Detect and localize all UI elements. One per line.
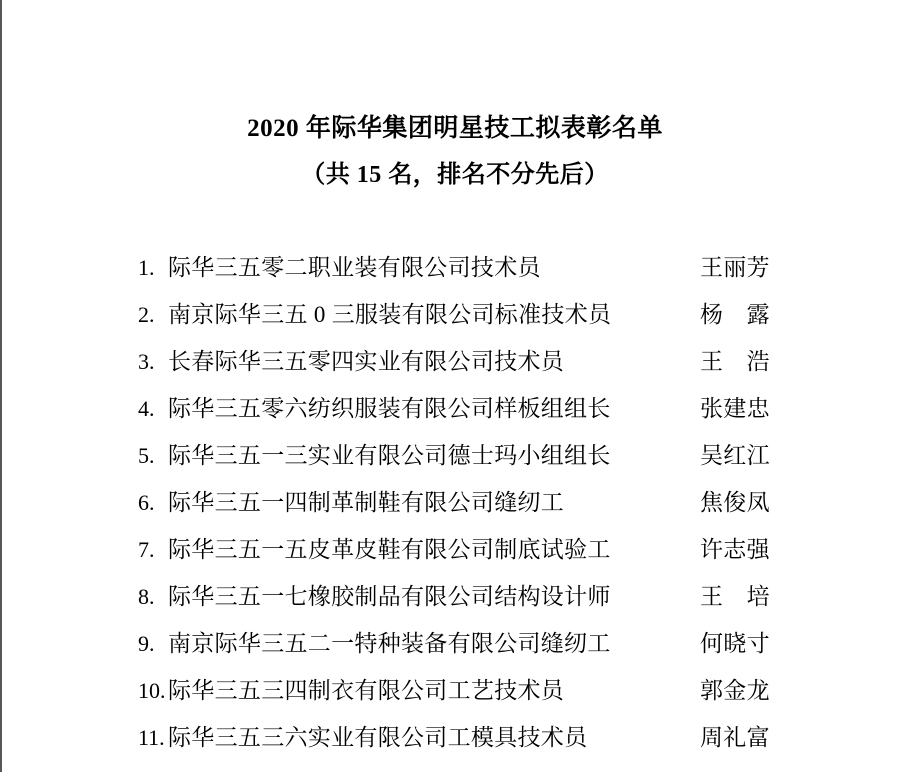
page-title: 2020 年际华集团明星技工拟表彰名单	[247, 115, 663, 142]
list-item-name: 何晓寸	[700, 631, 770, 656]
list-item	[138, 244, 910, 291]
list-item	[138, 714, 910, 761]
list-item-name: 王 浩	[700, 349, 770, 374]
list-item-name: 焦俊凤	[700, 490, 770, 515]
list-item-description: 际华三五零六纺织服装有限公司样板组组长	[168, 396, 611, 421]
list-item	[138, 620, 910, 667]
list-item-description: 际华三五零二职业装有限公司技术员	[168, 255, 541, 280]
list-item-number: 5.	[138, 443, 155, 468]
page-subtitle: （共 15 名，排名不分先后）	[301, 162, 609, 188]
list-item-number: 2.	[138, 302, 155, 327]
list-item-description: 际华三五三六实业有限公司工模具技术员	[168, 725, 588, 750]
list-item	[138, 432, 910, 479]
list-item-number: 7.	[138, 537, 155, 562]
list-item-number: 3.	[138, 349, 155, 374]
list-item-description: 际华三五一三实业有限公司德士玛小组组长	[168, 443, 611, 468]
list-item-name: 吴红江	[700, 443, 770, 468]
list-item-name: 王 培	[700, 584, 770, 609]
list-item-description: 南京际华三五 0 三服装有限公司标准技术员	[168, 302, 612, 327]
list-item	[138, 526, 910, 573]
list-item-description: 南京际华三五二一特种装备有限公司缝纫工	[168, 631, 611, 656]
list-item-description: 际华三五一五皮革皮鞋有限公司制底试验工	[168, 537, 611, 562]
list-item-name: 许志强	[700, 537, 770, 562]
list-item-description: 长春际华三五零四实业有限公司技术员	[168, 349, 565, 374]
list-item-name: 杨 露	[700, 302, 770, 327]
list-item	[138, 667, 910, 714]
list-item-number: 4.	[138, 396, 155, 421]
list-item-number: 1.	[138, 255, 155, 280]
list-item-name: 郭金龙	[700, 678, 770, 703]
list-item	[138, 385, 910, 432]
left-edge-line	[0, 0, 2, 772]
list-item-number: 11.	[138, 725, 165, 750]
list-item-number: 6.	[138, 490, 155, 515]
list-item-description: 际华三五一七橡胶制品有限公司结构设计师	[168, 584, 611, 609]
list-item	[138, 479, 910, 526]
list-item	[138, 291, 910, 338]
list-item-description: 际华三五三四制衣有限公司工艺技术员	[168, 678, 565, 703]
list-item-name: 王丽芳	[700, 255, 770, 280]
list-item-description: 际华三五一四制革制鞋有限公司缝纫工	[168, 490, 565, 515]
list-item-name: 周礼富	[700, 725, 770, 750]
list-item-name: 张建忠	[700, 396, 770, 421]
list-item-number: 9.	[138, 631, 155, 656]
commendation-list	[0, 244, 910, 761]
list-item	[138, 573, 910, 620]
list-item-number: 8.	[138, 584, 155, 609]
list-item	[138, 338, 910, 385]
list-item-number: 10.	[138, 678, 166, 703]
